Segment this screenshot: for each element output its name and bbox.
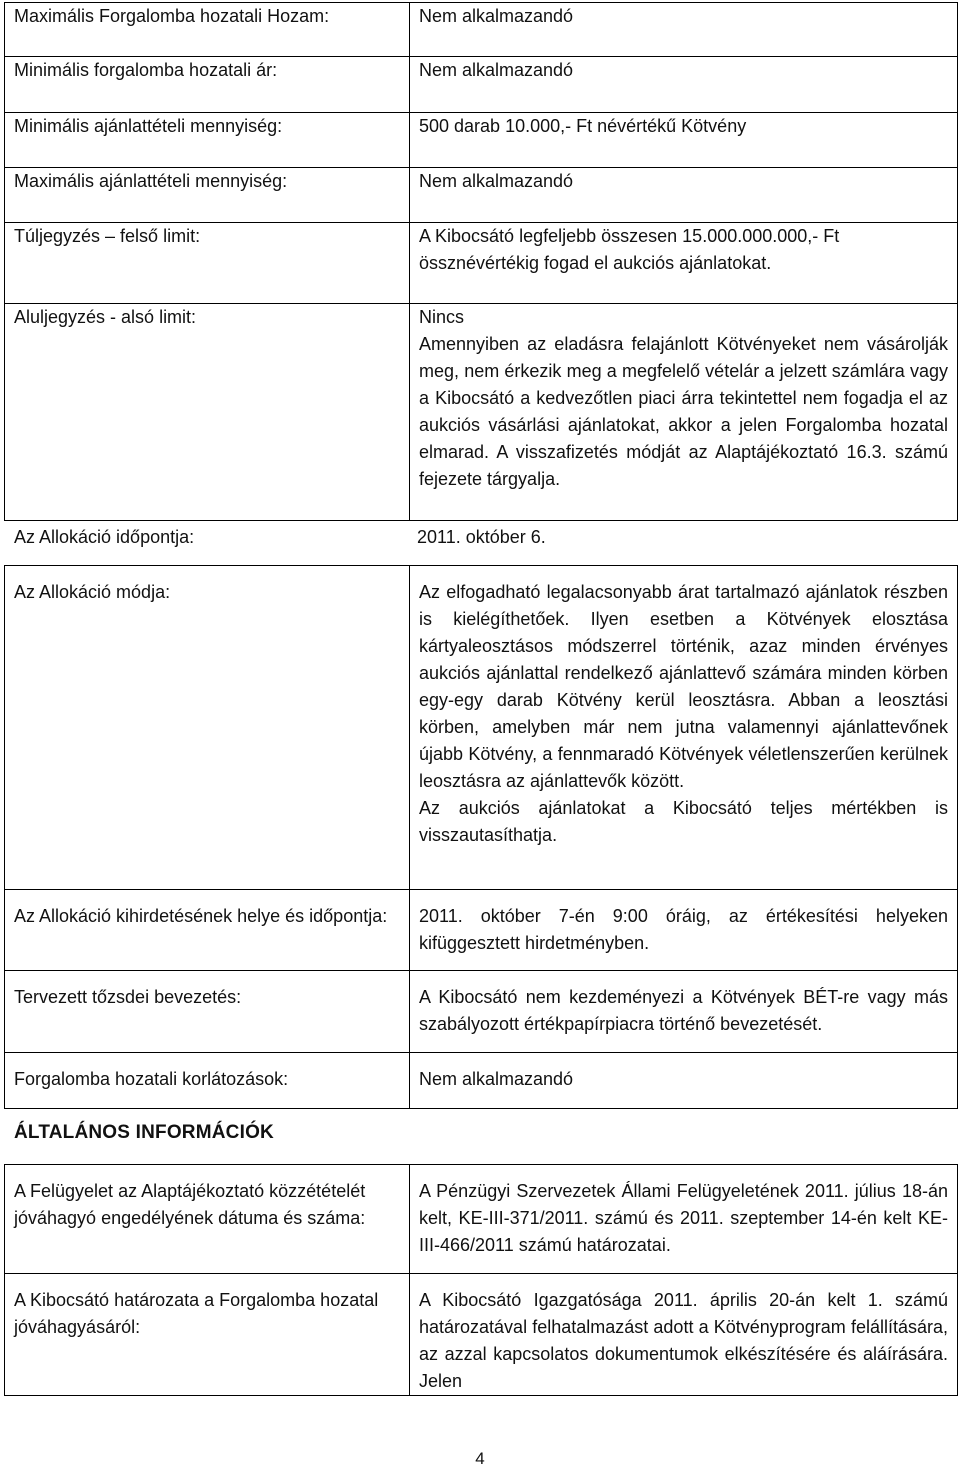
row-label: Az Allokáció időpontja: [14,527,195,547]
row-label: Minimális ajánlattételi mennyiség: [5,113,410,168]
section-heading: ÁLTALÁNOS INFORMÁCIÓK [14,1122,274,1143]
table-row [5,971,958,1053]
row-value: Nem alkalmazandó [410,168,958,223]
row-label: Maximális Forgalomba hozatali Hozam: [5,3,410,57]
table-row [5,304,958,521]
table-row [5,1053,958,1109]
row-label: Minimális forgalomba hozatali ár: [5,57,410,113]
row-label: Túljegyzés – felső limit: [5,223,410,304]
offer-details-table [4,2,958,521]
row-value: A Kibocsátó legfeljebb összesen 15.000.000.000,- Ft össznévértékig fogad el aukciós ajánlatokat. [410,223,958,304]
row-value [410,566,958,890]
row-value: A Pénzügyi Szervezetek Állami Felügyeletének 2011. július 18-án kelt, KE-III-371/2011. számú és 2011. szeptember 14-én kelt KE-III-466/2011 számú határozatai. [410,1165,958,1274]
allocation-table [4,565,958,1109]
allocation-date-row [4,524,957,561]
row-value: 2011. október 6. [417,527,546,547]
row-label: Az Allokáció kihirdetésének helye és időpontja: [5,890,410,971]
page-number: 4 [475,1449,485,1468]
row-value [410,304,958,521]
row-label: Forgalomba hozatali korlátozások: [5,1053,410,1109]
row-value-paragraph: Az aukciós ajánlatokat a Kibocsátó teljes mértékben is visszautasíthatja. [419,798,948,845]
table-row [5,890,958,971]
row-label: Maximális ajánlattételi mennyiség: [5,168,410,223]
row-value: Nem alkalmazandó [410,3,958,57]
row-value: 500 darab 10.000,- Ft névértékű Kötvény [410,113,958,168]
row-value-line: Nincs [419,307,465,327]
row-value-paragraph: Az elfogadható legalacsonyabb árat tartalmazó ajánlatok részben is kielégíthetőek. Ilyen esetben a Kötvények elosztása kártyaleosztásos módszerrel történik, azaz minden érvényes aukciós ajánlattal rendelkező ajánlattevő számára minden körben egy-egy darab Kötvény kerül leosztásra. Abban a leosztási körben, amelyben már nem jutna valamennyi ajánlattevőnek újabb Kötvény, a fennmaradó Kötvények véletlenszerűen kerülnek leosztásra az ajánlattevők között. [419,582,948,791]
table-row [5,113,958,168]
general-info-table [4,1164,958,1396]
table-row [5,57,958,113]
table-row [4,524,957,561]
row-label: Tervezett tőzsdei bevezetés: [5,971,410,1053]
row-value: 2011. október 7-én 9:00 óráig, az értékesítési helyeken kifüggesztett hirdetményben. [410,890,958,971]
row-label: Aluljegyzés - alsó limit: [5,304,410,521]
row-value: A Kibocsátó Igazgatósága 2011. április 20-án kelt 1. számú határozatával felhatalmazást adott a Kötvényprogram felállítására, az azzal kapcsolatos dokumentumok elkészítésére és aláírására. Jelen [410,1274,958,1396]
row-value: Nem alkalmazandó [410,1053,958,1109]
table-row [5,1165,958,1274]
table-row [5,566,958,890]
row-value-paragraph: Amennyiben az eladásra felajánlott Kötvényeket nem vásárolják meg, nem érkezik meg a megfelelő vételár a jelzett számlára vagy a Kibocsátó a kedvezőtlen piaci árra tekintettel nem fogadja el az aukciós vásárlási ajánlatokat, akkor a jelen Forgalomba hozatal elmarad. A visszafizetés módját az Alaptájékoztató 16.3. számú fejezete tárgyalja. [419,334,948,489]
table-row [5,1274,958,1396]
row-value: A Kibocsátó nem kezdeményezi a Kötvények BÉT-re vagy más szabályozott értékpapírpiacra történő bevezetését. [410,971,958,1053]
row-label: A Kibocsátó határozata a Forgalomba hozatal jóváhagyásáról: [5,1274,410,1396]
row-label: A Felügyelet az Alaptájékoztató közzétételét jóváhagyó engedélyének dátuma és száma: [5,1165,410,1274]
table-row [5,3,958,57]
row-value: Nem alkalmazandó [410,57,958,113]
row-label: Az Allokáció módja: [5,566,410,890]
table-row [5,168,958,223]
table-row [5,223,958,304]
